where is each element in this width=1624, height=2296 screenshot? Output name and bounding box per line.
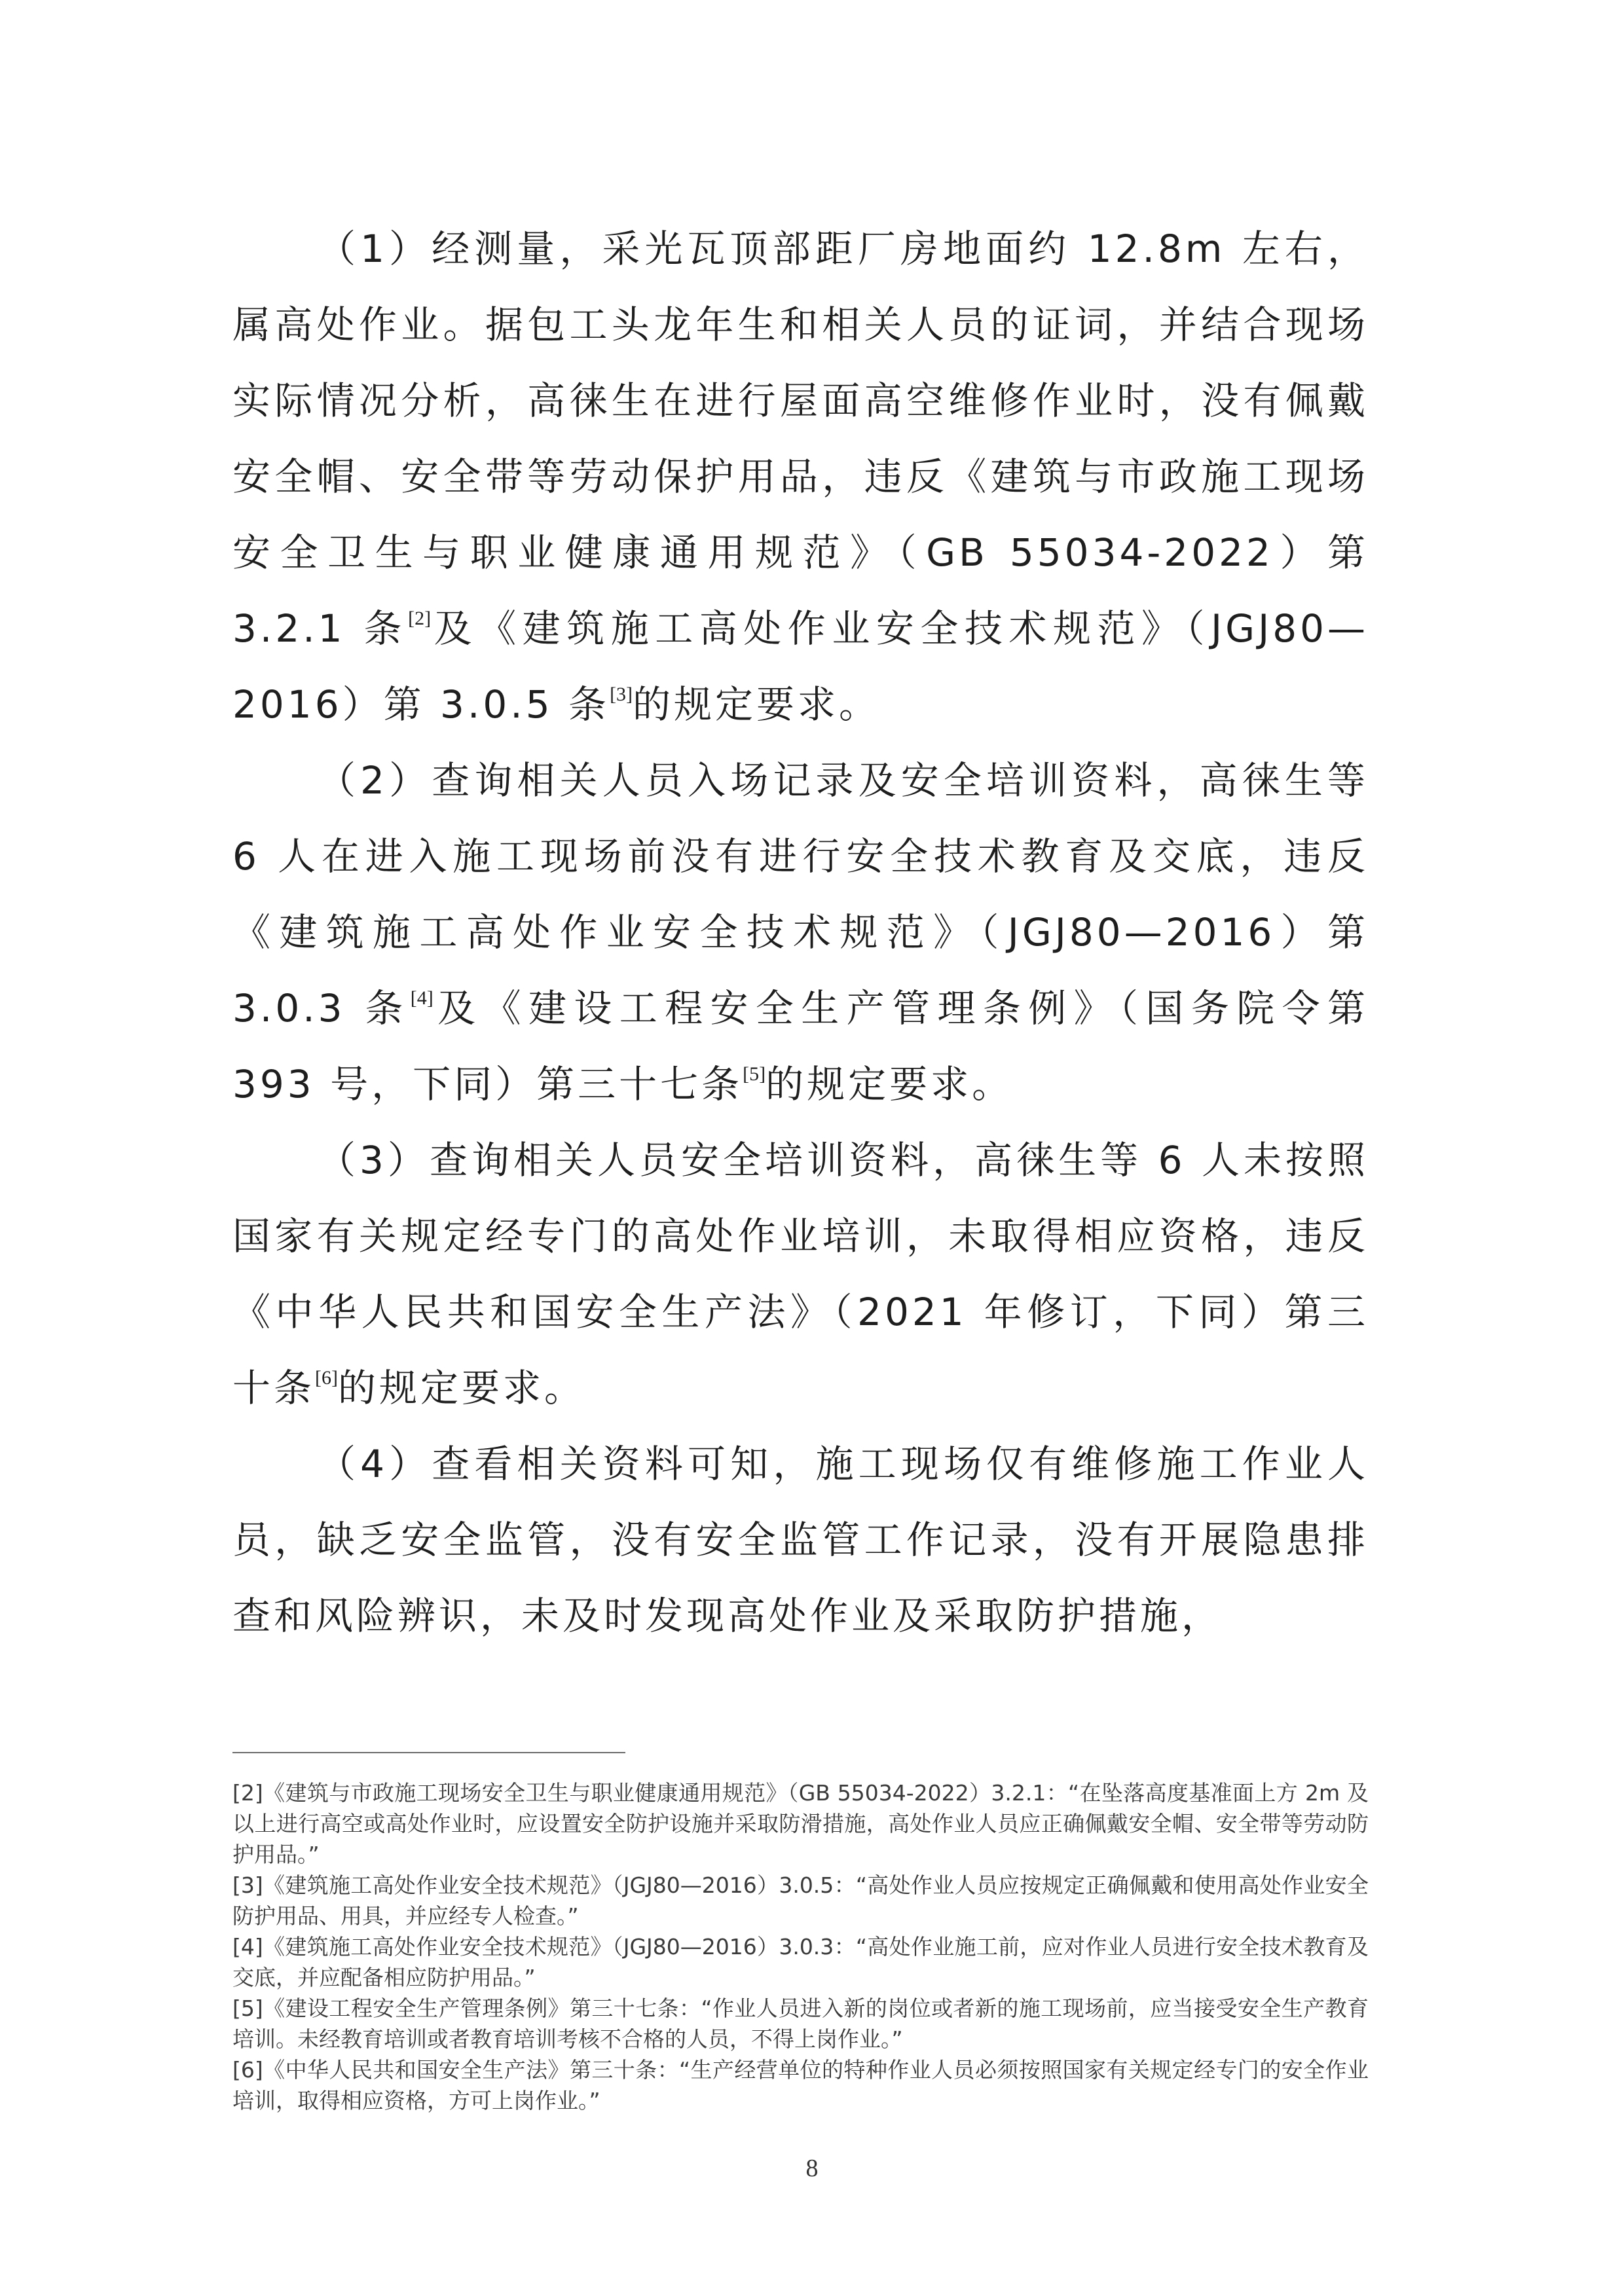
paragraph-text: 及《建筑施工高处作业安全技术规范》（JGJ80—2016）第 3.0.5 条 [232,606,1369,727]
footnote-ref-2[interactable]: [2] [408,608,432,629]
footnote-6: [6]《中华人民共和国安全生产法》第三十条：“生产经营单位的特种作业人员必须按照国家有关规定经专门的安全作业培训，取得相应资格，方可上岗作业。” [232,2057,1369,2113]
footnote-2: [2]《建筑与市政施工现场安全卫生与职业健康通用规范》（GB 55034-2022）3.2.1：“在坠落高度基准面上方 2m 及以上进行高空或高处作业时，应设置安全防护设施并采取防滑措施，高处作业人员应正确佩戴安全帽、安全带等劳动防护用品。” [232,1780,1369,1867]
paragraph-3 [232,1122,1369,1426]
footnote-ref-4[interactable]: [4] [410,987,434,1009]
footnote-5: [5]《建设工程安全生产管理条例》第三十七条：“作业人员进入新的岗位或者新的施工现场前，应当接受安全生产教育培训。未经教育培训或者教育培训考核不合格的人员，不得上岗作业。” [232,1995,1369,2052]
footnote-ref-6[interactable]: [6] [315,1367,338,1389]
footnotes [232,1777,1369,2116]
paragraph-text: 及《建设工程安全生产管理条例》（国务院令第 393 号，下同）第三十七条 [232,986,1369,1106]
paragraph-text: （2）查询相关人员入场记录及安全培训资料，高徕生等 6 人在进入施工现场前没有进行安全技术教育及交底，违反《建筑施工高处作业安全技术规范》（JGJ80—2016）第 3.0.3 条 [232,758,1369,1030]
page-number: 8 [805,2155,819,2182]
footnote-separator [232,1752,625,1753]
paragraph-4 [232,1426,1369,1654]
footnote-ref-5[interactable]: [5] [743,1063,766,1085]
footnote-ref-3[interactable]: [3] [610,683,633,705]
footnote-4: [4]《建筑施工高处作业安全技术规范》（JGJ80—2016）3.0.3：“高处作业施工前，应对作业人员进行安全技术教育及交底，并应配备相应防护用品。” [232,1934,1369,1990]
paragraph-2 [232,742,1369,1122]
body-text [232,211,1369,1654]
paragraph-text: 的规定要求。 [338,1366,586,1410]
paragraph-text: 的规定要求。 [633,682,881,727]
paragraph-text: （1）经测量，采光瓦顶部距厂房地面约 12.8m 左右，属高处作业。据包工头龙年生和相关人员的证词，并结合现场实际情况分析，高徕生在进行屋面高空维修作业时，没有佩戴安全帽、安全带等劳动保护用品，违反《建筑与市政施工现场安全卫生与职业健康通用规范》（GB 55034-2022）第 3.2.1 条 [232,227,1369,651]
paragraph-text: 的规定要求。 [766,1062,1014,1106]
paragraph-text: （4）查看相关资料可知，施工现场仅有维修施工作业人员，缺乏安全监管，没有安全监管工作记录，没有开展隐患排查和风险辨识，未及时发现高处作业及采取防护措施， [232,1442,1369,1638]
paragraph-1 [232,211,1369,742]
paragraph-text: （3）查询相关人员安全培训资料，高徕生等 6 人未按照国家有关规定经专门的高处作业培训，未取得相应资格，违反《中华人民共和国安全生产法》（2021 年修订，下同）第三十条 [232,1138,1369,1410]
footnote-3: [3]《建筑施工高处作业安全技术规范》（JGJ80—2016）3.0.5：“高处作业人员应按规定正确佩戴和使用高处作业安全防护用品、用具，并应经专人检查。” [232,1872,1369,1929]
